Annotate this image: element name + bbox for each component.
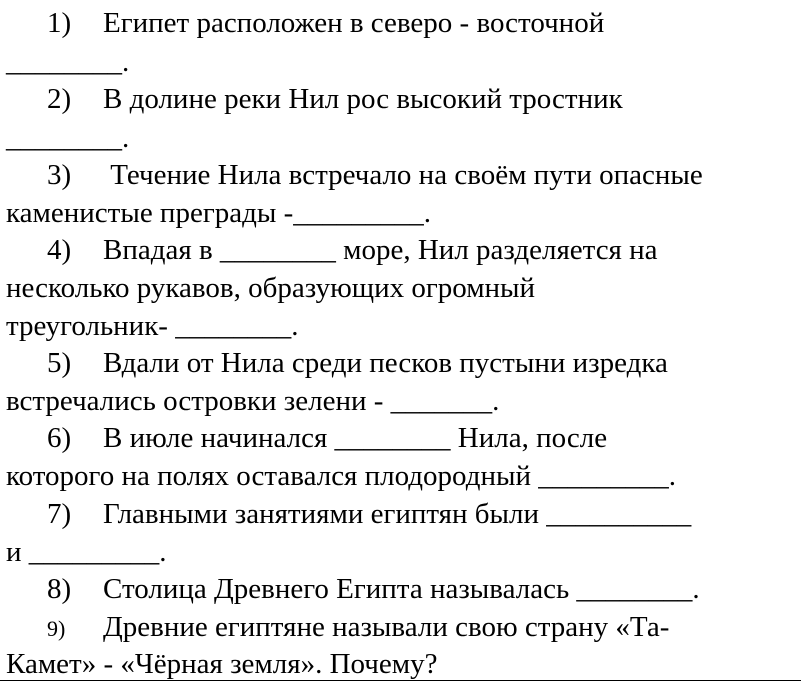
item-3-line-1 [47,157,797,195]
item-6-line-2: которого на полях оставался плодородный _________. [6,460,677,492]
item-4-line-3: треугольник- ________. [6,310,299,342]
item-text: Столица Древнего Египта называлась ________. [103,573,700,605]
item-text: В долине реки Нил рос высокий тростник [103,83,623,115]
item-1-line-1 [47,5,797,43]
item-1-line-2: ________. [6,46,130,78]
item-8-line-1 [47,571,797,609]
bottom-divider [0,680,801,681]
item-5-line-2: встречались островки зелени - _______. [6,385,500,417]
item-4-line-1 [47,232,797,270]
item-number: 2) [47,83,72,115]
item-number: 8) [47,573,72,605]
item-number: 6) [47,422,72,454]
item-text: Главными занятиями египтян были __________ [103,498,692,530]
item-number: 5) [47,347,72,379]
item-9-line-2: Камет» - «Чёрная земля». Почему? [6,648,438,680]
item-number: 4) [47,234,72,266]
item-number: 9) [47,616,66,641]
item-text: Древние египтяне называли свою страну «Та- [103,611,670,643]
item-3-line-2: каменистые преграды -_________. [6,197,431,229]
item-text: В июле начинался ________ Нила, после [103,422,608,454]
item-4-line-2: несколько рукавов, образующих огромный [6,272,536,304]
item-text: Впадая в ________ море, Нил разделяется на [103,234,658,266]
item-6-line-1 [47,420,797,458]
item-2-line-1 [47,81,797,119]
item-text: Вдали от Нила среди песков пустыни изредка [103,347,668,379]
item-7-line-1 [47,496,797,534]
item-text: Течение Нила встречало на своём пути опасные [103,159,703,191]
item-7-line-2: и _________. [6,536,167,568]
item-5-line-1 [47,345,797,383]
item-number: 1) [47,7,72,39]
item-2-line-2: ________. [6,122,130,154]
item-number: 7) [47,498,72,530]
item-text: Египет расположен в северо - восточной [103,7,605,39]
item-9-line-1 [47,609,797,647]
item-number: 3) [47,159,72,191]
